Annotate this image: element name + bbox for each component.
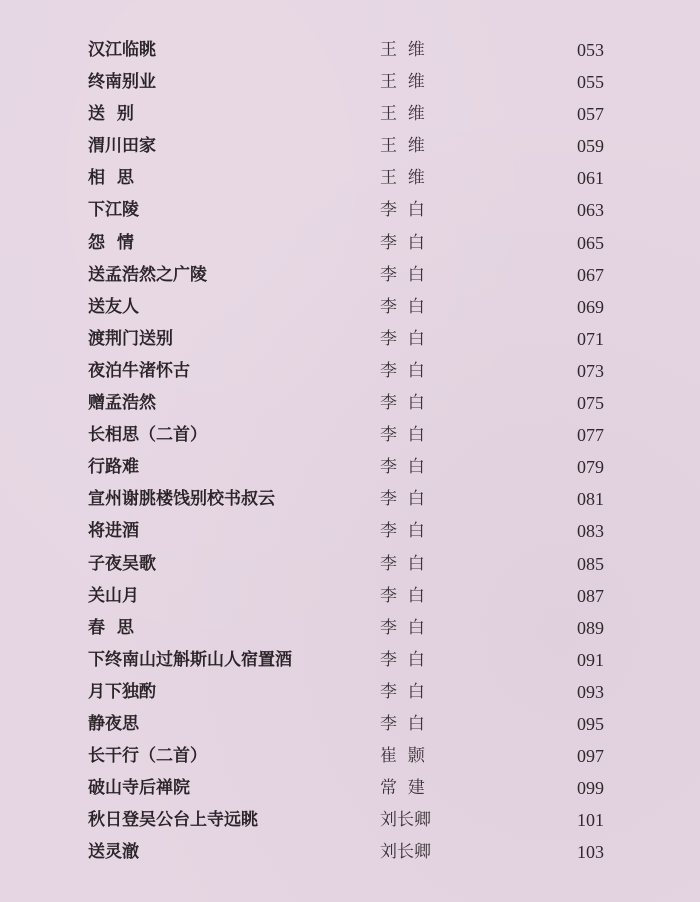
page-number: 065	[577, 232, 604, 253]
toc-entry	[0, 580, 700, 612]
poet-name: 王 维	[380, 40, 425, 60]
poet-name: 李 白	[380, 264, 425, 285]
toc-entry	[0, 162, 700, 194]
poem-title: 静夜思	[88, 713, 139, 734]
toc-entry	[0, 708, 700, 740]
page-number: 087	[577, 585, 604, 606]
poet-name: 李 白	[380, 585, 425, 606]
poet-name: 李 白	[380, 296, 425, 317]
poem-title: 下江陵	[88, 200, 139, 221]
page-number: 061	[577, 168, 604, 189]
poet-name: 李 白	[380, 393, 425, 414]
toc-entry	[0, 515, 700, 547]
poem-title: 终南别业	[88, 72, 156, 93]
page-number: 093	[577, 681, 604, 702]
poet-name: 王 维	[380, 136, 425, 157]
page-number: 057	[577, 104, 604, 125]
toc-entry	[0, 548, 700, 580]
toc-entry	[0, 34, 700, 66]
toc-entry	[0, 772, 700, 804]
poem-title: 春 思	[88, 617, 134, 638]
poem-title: 送灵澈	[88, 842, 139, 863]
toc-entry	[0, 323, 700, 355]
poet-name: 李 白	[380, 457, 425, 478]
poet-name: 李 白	[380, 360, 425, 381]
page-number: 059	[577, 136, 604, 157]
toc-entry	[0, 194, 700, 226]
toc-entry	[0, 355, 700, 387]
poet-name: 李 白	[380, 681, 425, 702]
toc-entry	[0, 98, 700, 130]
toc-entry	[0, 66, 700, 98]
poem-title: 长相思（二首）	[88, 425, 207, 446]
poet-name: 李 白	[380, 489, 425, 510]
toc-entry	[0, 259, 700, 291]
poem-title: 送孟浩然之广陵	[88, 264, 207, 285]
toc-entry	[0, 130, 700, 162]
poem-title: 破山寺后禅院	[88, 778, 190, 799]
toc-entry	[0, 836, 700, 868]
poet-name: 刘长卿	[380, 810, 431, 831]
page-number: 081	[577, 489, 604, 510]
poem-title: 长干行（二首）	[88, 746, 207, 767]
poet-name: 王 维	[380, 104, 425, 125]
poem-title: 行路难	[88, 457, 139, 478]
poem-title: 赠孟浩然	[88, 393, 156, 414]
page-number: 053	[577, 40, 604, 60]
page-number: 077	[577, 425, 604, 446]
page-number: 099	[577, 778, 604, 799]
poem-title: 关山月	[88, 585, 139, 606]
page-number: 083	[577, 521, 604, 542]
poem-title: 相 思	[88, 168, 134, 189]
toc-entry	[0, 451, 700, 483]
page-number: 067	[577, 264, 604, 285]
page-number: 085	[577, 553, 604, 574]
toc-entry	[0, 483, 700, 515]
page-number: 069	[577, 296, 604, 317]
page-number: 089	[577, 617, 604, 638]
poem-title: 送友人	[88, 296, 139, 317]
page-number: 091	[577, 649, 604, 670]
poet-name: 李 白	[380, 425, 425, 446]
poet-name: 李 白	[380, 200, 425, 221]
poet-name: 李 白	[380, 713, 425, 734]
page-number: 101	[577, 810, 604, 831]
toc-entry	[0, 387, 700, 419]
page-number: 079	[577, 457, 604, 478]
poem-title: 夜泊牛渚怀古	[88, 360, 190, 381]
poet-name: 王 维	[380, 168, 425, 189]
poem-title: 汉江临眺	[88, 40, 156, 60]
poet-name: 王 维	[380, 72, 425, 93]
poet-name: 李 白	[380, 553, 425, 574]
poem-title: 月下独酌	[88, 681, 156, 702]
poem-title: 宣州谢朓楼饯别校书叔云	[88, 489, 275, 510]
toc-entry	[0, 419, 700, 451]
toc-entry	[0, 612, 700, 644]
poet-name: 刘长卿	[380, 842, 431, 863]
page-number: 103	[577, 842, 604, 863]
page-number: 073	[577, 360, 604, 381]
toc-entry	[0, 644, 700, 676]
table-of-contents	[0, 34, 700, 868]
poet-name: 李 白	[380, 649, 425, 670]
poem-title: 送 别	[88, 104, 134, 125]
poem-title: 怨 情	[88, 232, 134, 253]
poem-title: 秋日登吴公台上寺远眺	[88, 810, 258, 831]
poem-title: 子夜吴歌	[88, 553, 156, 574]
poem-title: 下终南山过斛斯山人宿置酒	[88, 649, 292, 670]
poet-name: 李 白	[380, 232, 425, 253]
poet-name: 崔 颢	[380, 746, 425, 767]
poem-title: 将进酒	[88, 521, 139, 542]
page-number: 095	[577, 713, 604, 734]
poet-name: 李 白	[380, 328, 425, 349]
page-number: 063	[577, 200, 604, 221]
toc-entry	[0, 676, 700, 708]
page-number: 075	[577, 393, 604, 414]
poet-name: 常 建	[380, 778, 425, 799]
toc-entry	[0, 291, 700, 323]
toc-entry	[0, 227, 700, 259]
page-number: 071	[577, 328, 604, 349]
toc-entry	[0, 804, 700, 836]
page-number: 055	[577, 72, 604, 93]
poet-name: 李 白	[380, 617, 425, 638]
toc-entry	[0, 740, 700, 772]
poem-title: 渭川田家	[88, 136, 156, 157]
page-number: 097	[577, 746, 604, 767]
poet-name: 李 白	[380, 521, 425, 542]
poem-title: 渡荆门送别	[88, 328, 173, 349]
